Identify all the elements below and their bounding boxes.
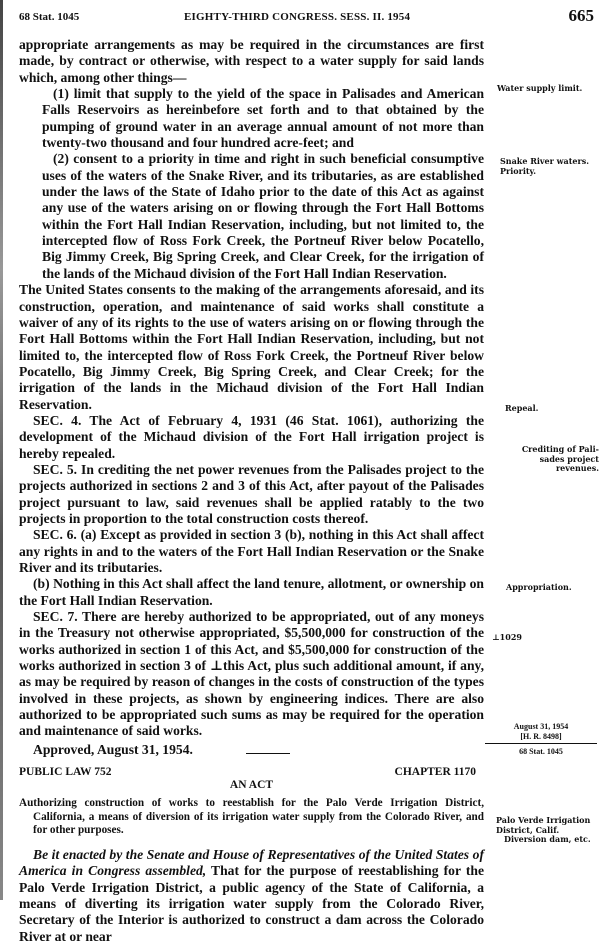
- bill-box-rule: [485, 743, 597, 744]
- section-7: SEC. 7. There are hereby authorized to be appropriated, out of any moneys in the Treasury not otherwise appropriated, $5,500,000 for construction of the works authorized in section 1 of this Act, and $5,500,000 for construction of the works authorized in section 3 of ⊥this Act, plus such additional amount, if any, as may be required by reason of changes in the costs of construction of the types involved in these projects, as shown by engineering indices. There are also authorized to be appropriated such sums as may be required for the operation and maintenance of said works.: [19, 609, 484, 739]
- act-synopsis: Authorizing construction of works to reestablish for the Palo Verde Irrigation District, California, a means of diversion of its irrigation water supply from the Colorado River, and for other purposes.: [19, 797, 484, 836]
- public-law-heading: [19, 761, 484, 779]
- enacting-clause: [19, 847, 484, 945]
- margin-note-palo-line3: Diversion dam, etc.: [504, 834, 591, 844]
- section-5: SEC. 5. In crediting the net power revenues from the Palisades project to the projects authorized in sections 2 and 3 of this Act, after payout of the Palisades project pursuant to law, said revenues shall be applied ratably to the two projects in proportion to the total construction costs thereof.: [19, 461, 484, 526]
- header-congress-session: EIGHTY-THIRD CONGRESS. SESS. II. 1954: [184, 11, 411, 23]
- margin-note-page-ref: ⊥1029: [492, 632, 522, 642]
- bill-date: August 31, 1954: [513, 722, 569, 731]
- public-law-number: PUBLIC LAW 752: [19, 766, 112, 779]
- bill-stat-ref: 68 Stat. 1045: [519, 747, 563, 756]
- page-header: [19, 7, 594, 27]
- page-edge-shadow: [0, 0, 3, 900]
- statute-text: [19, 37, 484, 945]
- approval-date: Approved, August 31, 1954.: [33, 741, 193, 757]
- item-2-priority: (2) consent to a priority in time and right in such beneficial consumptive uses of the waters of the Snake River, and its tributaries, as are established under the laws of the State of Idaho prior to the date of this Act as against any use of the waters arising on or flowing through the Fort Hall Bottoms within the Fort Hall Indian Reservation, including, but not limited to, the intercepted flow of Ross Fork Creek, the Portneuf River below Pocatello, Big Jimmy Creek, Big Spring Creek, and Clear Creek, for the irrigation of the lands of the Michaud division of the Fort Hall Indian Reservation.: [42, 151, 484, 281]
- margin-note-appropriation: Appropriation.: [506, 582, 572, 592]
- enacting-text: That for the purpose of reestablishing for the Palo Verde Irrigation District, a public agency of the State of California, a means of diverting its irrigation water supply from the Colorado River, Secretary of the Interior is authorized to construct a dam across the Colorado River at or near: [19, 863, 484, 944]
- margin-note-repeal: Repeal.: [505, 403, 539, 413]
- margin-note-crediting-line2: sades project revenues.: [539, 453, 599, 473]
- margin-note-snake-river: [500, 157, 589, 176]
- enacting-formula: Be it enacted by the Senate and House of Representatives of the United States of America in Congress assembled,: [19, 847, 484, 879]
- margin-note-palo-line2: District, Calif.: [496, 824, 560, 835]
- page-number: 665: [568, 6, 594, 25]
- margin-note-crediting-line1: Crediting of Pali-: [521, 444, 599, 454]
- margin-note-water-supply: Water supply limit.: [497, 83, 583, 93]
- header-stat-ref: 68 Stat. 1045: [19, 11, 80, 23]
- margin-note-snake-river-line2: Priority.: [500, 165, 537, 176]
- margin-note-crediting: [495, 445, 599, 474]
- bill-number: [H. R. 8498]: [520, 731, 562, 741]
- section-6b: (b) Nothing in this Act shall affect the land tenure, allotment, or ownership on the Fort Hall Indian Reservation.: [19, 576, 484, 608]
- margin-note-palo-line1: Palo Verde Irrigation: [496, 815, 591, 825]
- bill-reference-box: [485, 722, 597, 757]
- paragraph-united-states-consent: The United States consents to the making of the arrangements aforesaid, and its construction, operation, and maintenance of said works shall constitute a waiver of any of its rights to the use of waters arising on or flowing through the Fort Hall Bottoms within the Fort Hall Indian Reservation, including, but not limited to, the intercepted flow of Ross Fork Creek, the Portneuf River below Pocatello, Big Jimmy Creek, Big Spring Creek, and Clear Creek; for the irrigation of the lands in the Michaud division of the Fort Hall Indian Reservation.: [19, 282, 484, 412]
- item-1-water-limit: (1) limit that supply to the yield of the space in Palisades and American Falls Reservoirs as hereinbefore set forth and to that obtained by the pumping of ground water in an average annual amount of not more than twenty-two thousand and four hundred acre-feet; and: [42, 86, 484, 151]
- separator-rule: [246, 753, 290, 754]
- margin-note-palo-verde: [496, 816, 591, 845]
- section-4: SEC. 4. The Act of February 4, 1931 (46 Stat. 1061), authorizing the development of the Michaud division of the Fort Hall irrigation project is hereby repealed.: [19, 412, 484, 461]
- section-6a: SEC. 6. (a) Except as provided in section 3 (b), nothing in this Act shall affect any rights in and to the waters of the Fort Hall Indian Reservation or the Snake River and its tributaries.: [19, 527, 484, 575]
- margin-note-snake-river-line1: Snake River waters.: [500, 156, 589, 166]
- paragraph-continuation: appropriate arrangements as may be required in the circumstances are first made, by contract or otherwise, with respect to a water supply for said lands which, among other things—: [19, 37, 484, 85]
- chapter-number: CHAPTER 1170: [394, 766, 476, 779]
- an-act-title: AN ACT: [229, 779, 274, 792]
